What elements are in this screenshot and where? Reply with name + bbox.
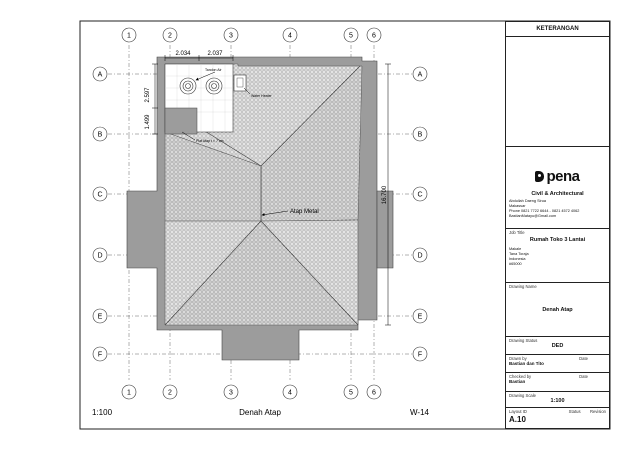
- layout-section: [506, 407, 609, 429]
- dim-top-left: 2.034: [175, 51, 191, 57]
- drawn-date-label: Date: [579, 356, 588, 361]
- checked-by-label: Checked by: [509, 374, 532, 379]
- label-water-heater: Water Heater: [251, 94, 272, 98]
- drawing-name: Denah Atap: [542, 307, 573, 313]
- layout-id-label: Layout ID: [509, 409, 527, 414]
- firm-name: Civil & Architectural: [531, 191, 584, 197]
- job-title: Rumah Toko 3 Lantai: [529, 237, 586, 243]
- drawing-scale-label: Drawing Scale: [509, 393, 536, 398]
- footer-scale: 1:100: [92, 408, 113, 417]
- contact-line: Makassar: [509, 204, 526, 208]
- job-section: [506, 228, 609, 282]
- drawing-name-section: [506, 282, 609, 336]
- revision-label: Revision: [589, 409, 606, 414]
- contact-line: Phone 0821 7722 6644 - 0821 4572 4062: [509, 209, 580, 213]
- layout-id: A.10: [509, 415, 526, 424]
- drawing-status-label: Drawing Status: [509, 338, 538, 343]
- grid-col-bottom-6-label: 6: [372, 389, 376, 397]
- grid-row-right-F-label: F: [417, 351, 423, 359]
- grid-row-right-D-label: D: [417, 252, 423, 260]
- grid-row-right-C-label: C: [417, 191, 423, 199]
- grid-col-bottom-4-label: 4: [288, 389, 292, 397]
- grid-col-top-6-label: 6: [372, 32, 376, 40]
- title-block-header: KETERANGAN: [506, 22, 609, 37]
- dim-left-lower: 1.499: [145, 114, 151, 130]
- location-line: Makale: [509, 247, 522, 251]
- location-line: Tana Toraja: [509, 252, 529, 256]
- drawn-by-label: Drawn by: [509, 356, 527, 361]
- label-atap-metal: Atap Metal: [290, 209, 319, 215]
- location-line: Indonesia: [509, 257, 526, 261]
- footer-title: Denah Atap: [239, 408, 281, 417]
- grid-col-top-5-label: 5: [349, 32, 353, 40]
- grid-col-top-2-label: 2: [168, 32, 172, 40]
- grid-row-left-A-label: A: [97, 71, 103, 79]
- location-line: #65000: [509, 262, 522, 266]
- grid-row-left-E-label: E: [97, 313, 103, 321]
- grid-col-top-3-label: 3: [229, 32, 233, 40]
- grid-row-right-E-label: E: [417, 313, 423, 321]
- grid-col-top-1-label: 1: [127, 32, 131, 40]
- label-plat-atap: Plat Atap t = 7 cm: [196, 139, 224, 143]
- grid-row-left-D-label: D: [97, 252, 103, 260]
- checked-by: Bastian: [509, 379, 526, 384]
- status-section: [506, 336, 609, 354]
- grid-col-bottom-1-label: 1: [127, 389, 131, 397]
- dim-top-right: 2.037: [207, 51, 223, 57]
- grid-row-right-B-label: B: [417, 131, 423, 139]
- grid-row-left-B-label: B: [97, 131, 103, 139]
- contact-line: Abdullah Daeng Sirua: [509, 199, 546, 203]
- grid-col-top-4-label: 4: [288, 32, 292, 40]
- drawing-status: DED: [551, 343, 564, 349]
- drawing-name-label: Drawing Name: [509, 284, 537, 289]
- dim-right-total: 16.700: [382, 185, 388, 205]
- logo-text: pena: [546, 168, 580, 185]
- footer-code: W-14: [410, 408, 429, 417]
- grid-col-bottom-2-label: 2: [168, 389, 172, 397]
- checked-date-label: Date: [579, 374, 588, 379]
- contact-line: BastianMatayu@Gmail.com: [509, 214, 557, 218]
- contact-info: [509, 199, 606, 219]
- grid-col-bottom-3-label: 3: [229, 389, 233, 397]
- status-label: Status: [568, 409, 581, 414]
- title-block: [505, 21, 610, 429]
- job-location: [509, 247, 606, 267]
- firm-logo: [509, 168, 606, 185]
- drawn-by-section: [506, 354, 609, 372]
- drawing-scale: 1:100: [550, 398, 565, 404]
- checked-by-section: [506, 372, 609, 391]
- slab-opening: [165, 108, 197, 134]
- job-title-label: Job Title: [509, 230, 525, 235]
- dim-left-upper: 2.597: [145, 87, 151, 103]
- grid-col-bottom-5-label: 5: [349, 389, 353, 397]
- label-tandon-air: Tandon Air: [205, 68, 222, 72]
- drawn-by: Bastian dan Tito: [509, 361, 544, 366]
- grid-row-left-F-label: F: [97, 351, 103, 359]
- logo-icon: [535, 171, 544, 182]
- grid-row-left-C-label: C: [97, 191, 103, 199]
- grid-row-right-A-label: A: [417, 71, 423, 79]
